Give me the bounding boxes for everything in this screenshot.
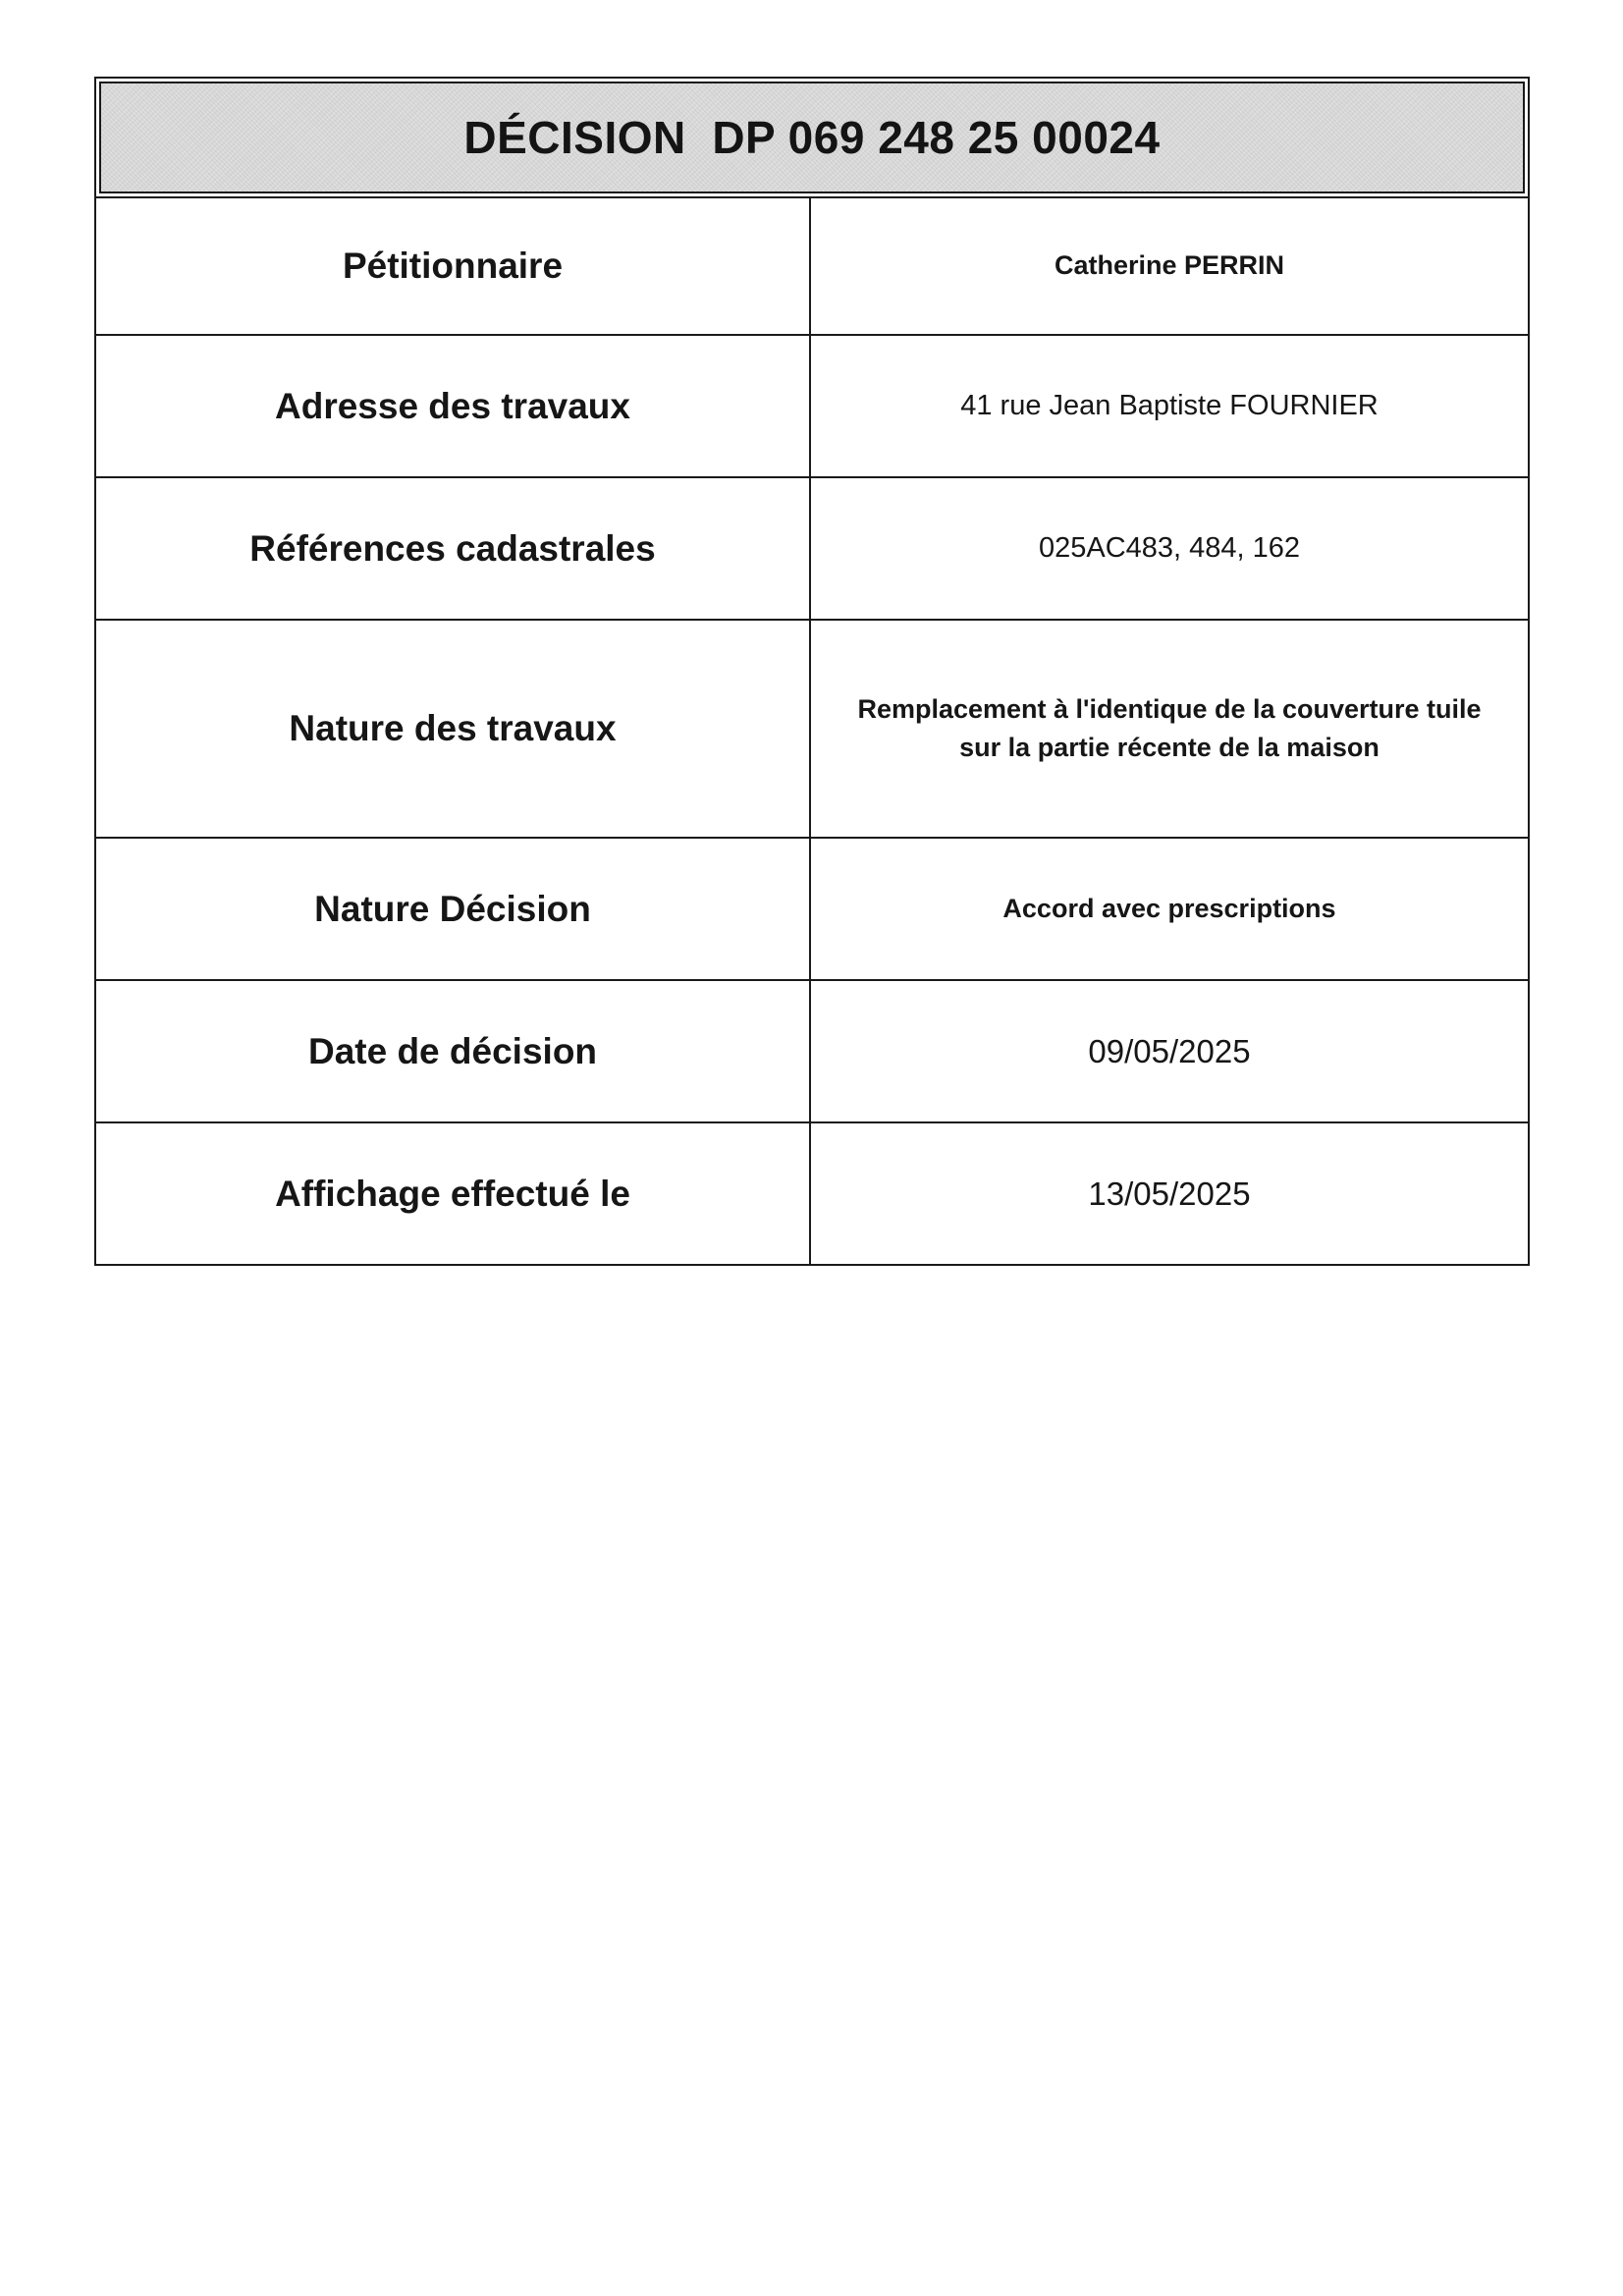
row-label: Date de décision bbox=[96, 981, 811, 1121]
table-row-petitionnaire bbox=[96, 196, 1528, 334]
row-label: Adresse des travaux bbox=[96, 336, 811, 476]
petitionnaire-value: Catherine PERRIN bbox=[1054, 250, 1285, 281]
decision-header bbox=[99, 82, 1525, 193]
table-row-date-decision bbox=[96, 979, 1528, 1121]
nature-travaux-value bbox=[811, 621, 1528, 837]
table-row-affichage bbox=[96, 1121, 1528, 1264]
table-row-nature-decision bbox=[96, 837, 1528, 979]
affichage-value: 13/05/2025 bbox=[1088, 1175, 1251, 1212]
row-label: Nature Décision bbox=[96, 839, 811, 979]
table-row-adresse bbox=[96, 334, 1528, 476]
row-label: Références cadastrales bbox=[96, 478, 811, 619]
row-label: Pétitionnaire bbox=[96, 198, 811, 334]
row-label: Nature des travaux bbox=[96, 621, 811, 837]
nature-travaux-line-2: sur la partie récente de la maison bbox=[959, 733, 1380, 762]
nature-decision-value: Accord avec prescriptions bbox=[1002, 893, 1336, 923]
table-row-references bbox=[96, 476, 1528, 619]
date-decision-value: 09/05/2025 bbox=[1088, 1032, 1251, 1069]
nature-travaux-line-1: Remplacement à l'identique de la couverture tuile bbox=[857, 693, 1482, 724]
decision-table bbox=[94, 77, 1530, 1266]
row-label: Affichage effectué le bbox=[96, 1123, 811, 1264]
decision-title: DÉCISION DP 069 248 25 00024 bbox=[463, 112, 1161, 163]
adresse-value: 41 rue Jean Baptiste FOURNIER bbox=[960, 390, 1379, 422]
references-value: 025AC483, 484, 162 bbox=[1038, 532, 1301, 565]
table-row-nature-travaux bbox=[96, 619, 1528, 837]
